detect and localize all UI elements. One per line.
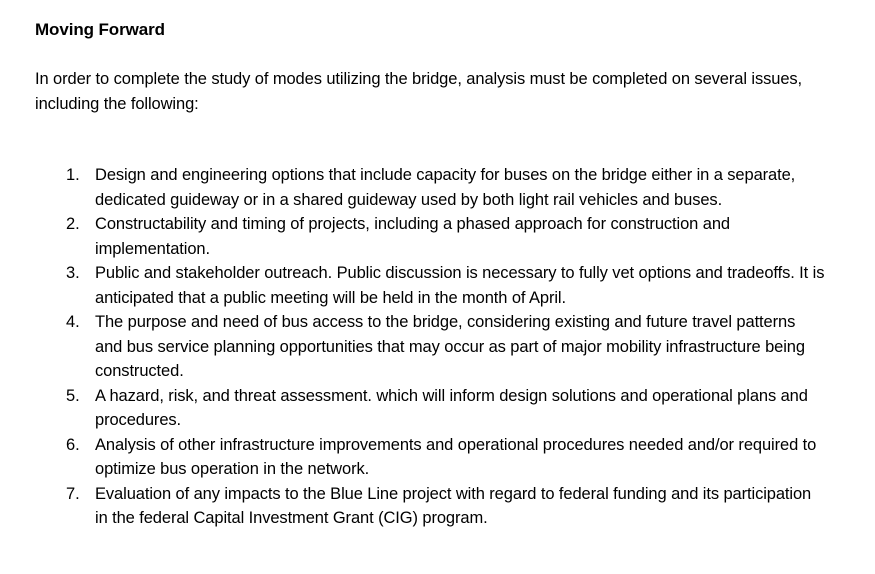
list-item-number: 7.: [66, 484, 80, 503]
list-item-text: Design and engineering options that include capacity for buses on the bridge either in a separate, dedicated guideway or in a shared guideway used by both light rail vehicles and buses.: [95, 166, 796, 209]
list-item: [0, 163, 825, 212]
list-item: [0, 310, 825, 384]
list-item: [0, 433, 825, 482]
list-item-number: 2.: [66, 215, 80, 233]
list-item-text: Constructability and timing of projects, including a phased approach for construction and implementation.: [95, 215, 730, 258]
intro-paragraph: In order to complete the study of modes utilizing the bridge, analysis must be completed on several issues, including the following:: [35, 70, 803, 113]
list-item-number: 4.: [66, 313, 80, 331]
list-item-number: 6.: [66, 435, 80, 454]
issues-list: [0, 163, 875, 531]
list-item: [0, 261, 825, 310]
list-item-text: The purpose and need of bus access to the bridge, considering existing and future travel patterns and bus service planning opportunities that may occur as part of major mobility infrastructure being constructed.: [95, 313, 805, 380]
list-item-number: 3.: [66, 264, 80, 282]
list-item-number: 5.: [66, 386, 80, 405]
list-item-text: Analysis of other infrastructure improvements and operational procedures needed and/or required to optimize bus operation in the network.: [95, 435, 817, 478]
list-item: [0, 384, 825, 433]
list-item: [0, 212, 825, 261]
section-heading: Moving Forward: [35, 20, 165, 39]
list-item-text: Evaluation of any impacts to the Blue Line project with regard to federal funding and its participation in the federal Capital Investment Grant (CIG) program.: [95, 484, 812, 527]
list-item: [0, 482, 825, 531]
list-item-text: A hazard, risk, and threat assessment. which will inform design solutions and operational plans and procedures.: [95, 386, 808, 429]
list-item-text: Public and stakeholder outreach. Public discussion is necessary to fully vet options and tradeoffs. It is anticipated that a public meeting will be held in the month of April.: [95, 264, 825, 307]
list-item-number: 1.: [66, 166, 80, 184]
